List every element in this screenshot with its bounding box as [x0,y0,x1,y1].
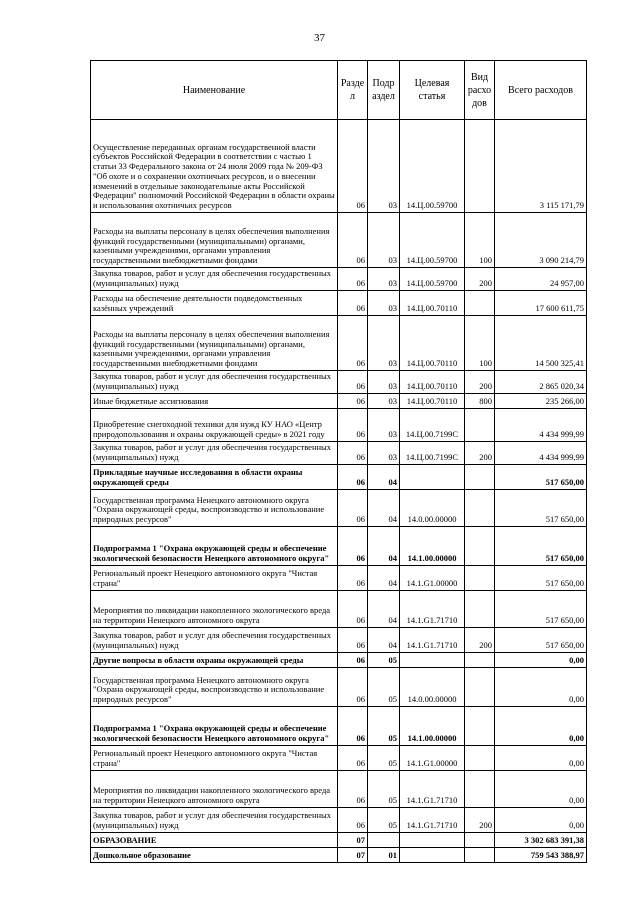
row-name-cell: Государственная программа Ненецкого автономного округа "Охрана окружающей среды, воспроизводство и использование природных ресурсов" [91,668,338,707]
table-row [91,527,587,566]
row-total-cell: 517 650,00 [495,527,587,566]
row-section-cell: 06 [338,394,368,409]
row-expense-type-cell [465,566,495,591]
row-target-cell: 14.Ц.00.59700 [400,213,465,268]
row-section-cell: 06 [338,628,368,653]
row-subsection-cell: 04 [368,465,400,490]
row-total-cell: 517 650,00 [495,591,587,628]
row-target-cell [400,653,465,668]
row-subsection-cell: 05 [368,771,400,808]
row-target-cell: 14.Ц.00.70110 [400,371,465,394]
column-header-target: Целевая статья [400,61,465,120]
row-name-cell: ОБРАЗОВАНИЕ [91,833,338,848]
column-header-expense-type: Вид расхо дов [465,61,495,120]
row-expense-type-cell [465,771,495,808]
row-expense-type-cell: 200 [465,371,495,394]
row-section-cell: 06 [338,291,368,316]
table-row [91,371,587,394]
row-target-cell: 14.1.G1.71710 [400,628,465,653]
table-row [91,591,587,628]
row-section-cell: 06 [338,591,368,628]
row-total-cell: 4 434 999,99 [495,409,587,442]
row-target-cell: 14.0.00.00000 [400,668,465,707]
row-total-cell: 759 543 388,97 [495,848,587,863]
budget-table [90,60,587,863]
row-total-cell: 0,00 [495,808,587,833]
row-expense-type-cell [465,668,495,707]
row-expense-type-cell: 200 [465,268,495,291]
row-name-cell: Закупка товаров, работ и услуг для обеспечения государственных (муниципальных) нужд [91,371,338,394]
table-row [91,628,587,653]
table-row [91,442,587,465]
page-number: 37 [314,32,325,44]
row-total-cell: 0,00 [495,668,587,707]
row-expense-type-cell [465,490,495,527]
row-total-cell: 517 650,00 [495,628,587,653]
row-total-cell: 0,00 [495,653,587,668]
row-name-cell: Региональный проект Ненецкого автономного округа "Чистая страна" [91,566,338,591]
row-name-cell: Закупка товаров, работ и услуг для обеспечения государственных (муниципальных) нужд [91,442,338,465]
table-row [91,291,587,316]
row-section-cell: 06 [338,316,368,371]
row-expense-type-cell: 200 [465,628,495,653]
row-expense-type-cell [465,833,495,848]
row-expense-type-cell: 200 [465,442,495,465]
row-expense-type-cell [465,291,495,316]
row-name-cell: Закупка товаров, работ и услуг для обеспечения государственных (муниципальных) нужд [91,808,338,833]
row-section-cell: 06 [338,409,368,442]
row-total-cell: 0,00 [495,707,587,746]
row-total-cell: 17 600 611,75 [495,291,587,316]
row-section-cell: 07 [338,848,368,863]
row-section-cell: 06 [338,527,368,566]
row-section-cell: 06 [338,213,368,268]
row-section-cell: 06 [338,465,368,490]
budget-table-body [91,120,587,863]
row-expense-type-cell [465,653,495,668]
table-row [91,409,587,442]
row-expense-type-cell [465,409,495,442]
row-expense-type-cell [465,848,495,863]
row-total-cell: 517 650,00 [495,566,587,591]
row-target-cell: 14.Ц.00.59700 [400,120,465,213]
row-total-cell: 2 865 020,34 [495,371,587,394]
row-total-cell: 0,00 [495,746,587,771]
row-total-cell: 3 090 214,79 [495,213,587,268]
column-header-section: Разде л [338,61,368,120]
row-expense-type-cell: 200 [465,808,495,833]
row-target-cell: 14.1.G1.00000 [400,566,465,591]
row-section-cell: 06 [338,120,368,213]
row-subsection-cell: 04 [368,628,400,653]
row-target-cell: 14.1.00.00000 [400,527,465,566]
row-subsection-cell: 05 [368,668,400,707]
row-target-cell: 14.1.G1.00000 [400,746,465,771]
row-target-cell [400,465,465,490]
table-row [91,833,587,848]
row-target-cell: 14.Ц.00.7199С [400,442,465,465]
row-total-cell: 0,00 [495,771,587,808]
table-row [91,120,587,213]
row-name-cell: Расходы на выплаты персоналу в целях обеспечения выполнения функций государственными (муниципальными) органами, казенными учреждениями, органами управления государственными внебюджетными фондами [91,213,338,268]
row-name-cell: Расходы на обеспечение деятельности подведомственных казённых учреждений [91,291,338,316]
row-section-cell: 06 [338,808,368,833]
row-expense-type-cell [465,707,495,746]
row-section-cell: 06 [338,746,368,771]
row-subsection-cell: 04 [368,591,400,628]
column-header-subsection: Подр аздел [368,61,400,120]
row-section-cell: 06 [338,668,368,707]
row-subsection-cell: 05 [368,746,400,771]
table-row [91,394,587,409]
row-total-cell: 14 500 325,41 [495,316,587,371]
table-header-row [91,61,587,120]
row-expense-type-cell [465,746,495,771]
row-subsection-cell: 03 [368,291,400,316]
row-section-cell: 06 [338,442,368,465]
row-total-cell: 4 434 999,99 [495,442,587,465]
row-target-cell: 14.Ц.00.70110 [400,394,465,409]
row-target-cell: 14.1.00.00000 [400,707,465,746]
row-total-cell: 517 650,00 [495,465,587,490]
row-name-cell: Дошкольное образование [91,848,338,863]
row-target-cell: 14.0.00.00000 [400,490,465,527]
row-name-cell: Расходы на выплаты персоналу в целях обеспечения выполнения функций государственными (муниципальными) органами, казенными учреждениями, органами управления государственными внебюджетными фондами [91,316,338,371]
row-subsection-cell: 05 [368,808,400,833]
row-section-cell: 06 [338,490,368,527]
table-row [91,771,587,808]
row-name-cell: Мероприятия по ликвидации накопленного экологического вреда на территории Ненецкого автономного округа [91,591,338,628]
row-name-cell: Иные бюджетные ассигнования [91,394,338,409]
row-subsection-cell: 04 [368,490,400,527]
row-subsection-cell: 03 [368,371,400,394]
row-subsection-cell: 04 [368,527,400,566]
row-subsection-cell: 03 [368,120,400,213]
table-row [91,668,587,707]
row-name-cell: Региональный проект Ненецкого автономного округа "Чистая страна" [91,746,338,771]
table-row [91,746,587,771]
row-subsection-cell: 03 [368,394,400,409]
table-row [91,566,587,591]
row-expense-type-cell [465,591,495,628]
row-name-cell: Закупка товаров, работ и услуг для обеспечения государственных (муниципальных) нужд [91,628,338,653]
row-target-cell: 14.1.G1.71710 [400,771,465,808]
row-expense-type-cell [465,120,495,213]
row-section-cell: 06 [338,653,368,668]
table-row [91,268,587,291]
row-section-cell: 06 [338,771,368,808]
row-subsection-cell: 01 [368,848,400,863]
row-subsection-cell: 03 [368,316,400,371]
row-section-cell: 06 [338,268,368,291]
row-total-cell: 3 302 683 391,38 [495,833,587,848]
row-target-cell: 14.1.G1.71710 [400,808,465,833]
row-section-cell: 06 [338,371,368,394]
row-subsection-cell: 04 [368,566,400,591]
row-subsection-cell: 03 [368,409,400,442]
row-total-cell: 235 266,00 [495,394,587,409]
row-target-cell [400,833,465,848]
column-header-total: Всего расходов [495,61,587,120]
table-row [91,653,587,668]
row-target-cell: 14.Ц.00.70110 [400,316,465,371]
row-name-cell: Осуществление переданных органам государственной власти субъектов Российской Федерации в соответствии с частью 1 статьи 33 Федерального закона от 24 июля 2009 года № 209-ФЗ "Об охоте и о сохранении охотничьих ресурсов, и о внесении изменений в отдельные законодательные акты Российской Федерации" полномочий Российской Федерации в области охраны и использования охотничьих ресурсов [91,120,338,213]
row-name-cell: Прикладные научные исследования в области охраны окружающей среды [91,465,338,490]
column-header-name: Наименование [91,61,338,120]
row-name-cell: Приобретение снегоходной техники для нужд КУ НАО «Центр природопользования и охраны окружающей среды» в 2021 году [91,409,338,442]
row-expense-type-cell: 100 [465,316,495,371]
row-target-cell [400,848,465,863]
row-subsection-cell: 03 [368,268,400,291]
row-subsection-cell [368,833,400,848]
row-target-cell: 14.Ц.00.70110 [400,291,465,316]
table-row [91,808,587,833]
row-name-cell: Мероприятия по ликвидации накопленного экологического вреда на территории Ненецкого автономного округа [91,771,338,808]
row-name-cell: Государственная программа Ненецкого автономного округа "Охрана окружающей среды, воспроизводство и использование природных ресурсов" [91,490,338,527]
row-subsection-cell: 05 [368,653,400,668]
row-name-cell: Подпрограмма 1 "Охрана окружающей среды и обеспечение экологической безопасности Ненецкого автономного округа" [91,527,338,566]
row-name-cell: Закупка товаров, работ и услуг для обеспечения государственных (муниципальных) нужд [91,268,338,291]
row-subsection-cell: 03 [368,442,400,465]
row-target-cell: 14.Ц.00.59700 [400,268,465,291]
row-subsection-cell: 05 [368,707,400,746]
row-name-cell: Подпрограмма 1 "Охрана окружающей среды и обеспечение экологической безопасности Ненецкого автономного округа" [91,707,338,746]
table-row [91,848,587,863]
table-row [91,213,587,268]
table-row [91,490,587,527]
row-section-cell: 06 [338,707,368,746]
table-row [91,465,587,490]
row-total-cell: 3 115 171,79 [495,120,587,213]
row-expense-type-cell [465,465,495,490]
row-subsection-cell: 03 [368,213,400,268]
row-total-cell: 517 650,00 [495,490,587,527]
row-name-cell: Другие вопросы в области охраны окружающей среды [91,653,338,668]
table-row [91,316,587,371]
table-row [91,707,587,746]
row-section-cell: 07 [338,833,368,848]
row-target-cell: 14.Ц.00.7199С [400,409,465,442]
row-section-cell: 06 [338,566,368,591]
row-total-cell: 24 957,00 [495,268,587,291]
row-expense-type-cell [465,527,495,566]
row-target-cell: 14.1.G1.71710 [400,591,465,628]
row-expense-type-cell: 800 [465,394,495,409]
row-expense-type-cell: 100 [465,213,495,268]
